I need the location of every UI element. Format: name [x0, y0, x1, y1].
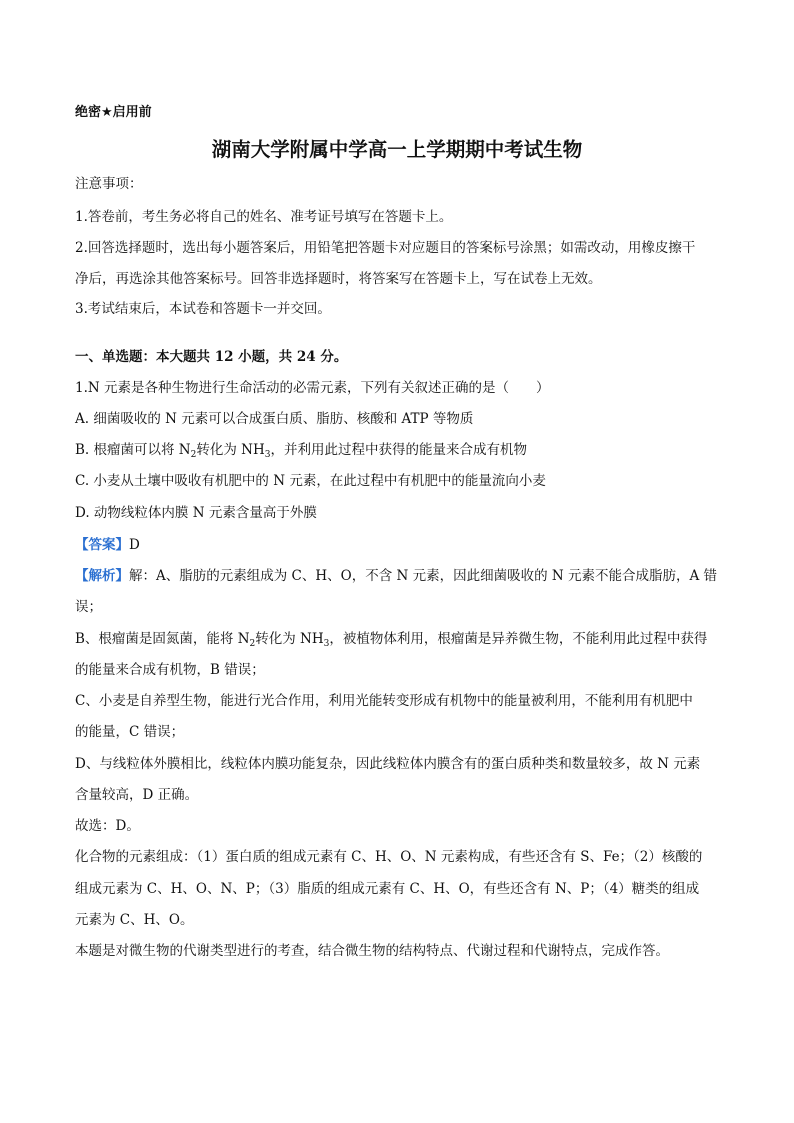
option-b-mid: 转化为 NH: [196, 442, 265, 458]
analysis-line-3-mid: 转化为 NH: [255, 631, 324, 647]
analysis-line-9: 故选：D。: [75, 818, 140, 834]
analysis-line-5: C、小麦是自养型生物，能进行光合作用，利用光能转变形成有机物中的能量被利用，不能利用有机肥中: [75, 693, 693, 709]
answer-label: 【答案】: [75, 537, 129, 553]
analysis-line-1: [75, 566, 717, 586]
confidential-label: 绝密★启用前: [75, 105, 152, 120]
analysis-sub-2: 2: [249, 639, 256, 649]
notice-heading: 注意事项：: [75, 176, 143, 192]
analysis-sub-3: 3: [323, 639, 330, 649]
page-title: 湖南大学附属中学高一上学期期中考试生物: [211, 138, 583, 161]
analysis-line-2: 误；: [75, 599, 102, 615]
option-b-sub-3: 3: [264, 450, 271, 460]
notice-item-3: 3.考试结束后，本试卷和答题卡一并交回。: [75, 301, 331, 317]
analysis-label: 【解析】: [75, 568, 129, 584]
answer-value: D: [129, 537, 140, 553]
analysis-text-1: 解：A、脂肪的元素组成为 C、H、O，不含 N 元素，因此细菌吸收的 N 元素不能合成脂肪，A 错: [129, 568, 718, 584]
analysis-line-11: 组成元素为 C、H、O、N、P；（3）脂质的组成元素有 C、H、O，有些还含有 N、P；（4）糖类的组成: [75, 881, 700, 897]
option-a: A. 细菌吸收的 N 元素可以合成蛋白质、脂肪、核酸和 ATP 等物质: [75, 411, 474, 427]
notice-item-2-cont: 净后，再选涂其他答案标号。回答非选择题时，将答案写在答题卡上，写在试卷上无效。: [75, 271, 602, 287]
notice-item-2: 2.回答选择题时，选出每小题答案后，用铅笔把答题卡对应题目的答案标号涂黑；如需改动，用橡皮擦干: [75, 240, 696, 256]
option-b-post: ，并利用此过程中获得的能量来合成有机物: [270, 442, 527, 458]
option-b-pre: B. 根瘤菌可以将 N: [75, 442, 191, 458]
analysis-line-3-pre: B、根瘤菌是固氮菌，能将 N: [75, 631, 250, 647]
option-b: [75, 440, 527, 460]
option-c: C. 小麦从土壤中吸收有机肥中的 N 元素，在此过程中有机肥中的能量流向小麦: [75, 473, 546, 489]
analysis-line-10: 化合物的元素组成：（1）蛋白质的组成元素有 C、H、O、N 元素构成，有些还含有 S、Fe；（2）核酸的: [75, 849, 703, 865]
analysis-line-3: [75, 629, 707, 649]
notice-item-1: 1.答卷前，考生务必将自己的姓名、准考证号填写在答题卡上。: [75, 209, 453, 225]
analysis-line-8: 含量较高，D 正确。: [75, 787, 199, 803]
question-stem: 1.N 元素是各种生物进行生命活动的必需元素，下列有关叙述正确的是（ ）: [75, 380, 550, 396]
analysis-line-6: 的能量，C 错误；: [75, 724, 185, 740]
analysis-line-13: 本题是对微生物的代谢类型进行的考查，结合微生物的结构特点、代谢过程和代谢特点，完成作答。: [75, 943, 669, 959]
analysis-line-7: D、与线粒体外膜相比，线粒体内膜功能复杂，因此线粒体内膜含有的蛋白质种类和数量较多，故 N 元素: [75, 756, 701, 772]
option-d: D. 动物线粒体内膜 N 元素含量高于外膜: [75, 505, 317, 521]
analysis-line-4: 的能量来合成有机物，B 错误；: [75, 662, 265, 678]
analysis-line-3-post: ，被植物体利用，根瘤菌是异养微生物，不能利用此过程中获得: [329, 631, 708, 647]
option-b-sub-2: 2: [190, 450, 197, 460]
analysis-line-12: 元素为 C、H、O。: [75, 912, 194, 928]
section-heading: 一、单选题：本大题共 12 小题，共 24 分。: [75, 349, 348, 365]
answer-line: [75, 535, 140, 555]
